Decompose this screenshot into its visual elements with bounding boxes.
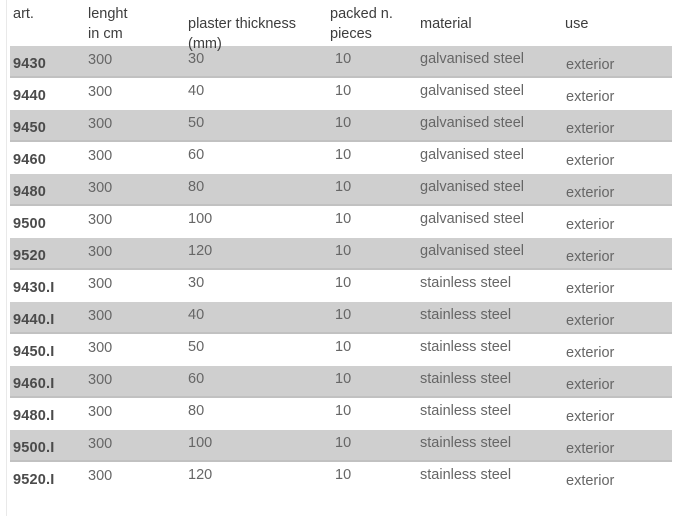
cell-length-cm: 300	[88, 468, 113, 484]
cell-art-number: 9480	[13, 184, 47, 200]
cell-use: exterior	[566, 473, 615, 489]
cell-packed-pieces: 10	[335, 467, 352, 483]
cell-material: galvanised steel	[420, 243, 524, 259]
table-row	[10, 238, 672, 270]
cell-length-cm: 300	[88, 52, 113, 68]
cell-packed-pieces: 10	[335, 243, 352, 259]
cell-art-number: 9450.I	[13, 344, 55, 360]
cell-packed-pieces: 10	[335, 339, 352, 355]
column-header-length-label2: in cm	[88, 26, 123, 42]
cell-use: exterior	[566, 281, 615, 297]
cell-use: exterior	[566, 409, 615, 425]
column-header-material-label: material	[420, 16, 472, 32]
cell-packed-pieces: 10	[335, 435, 352, 451]
column-header-packed-pieces-label2: pieces	[330, 26, 372, 42]
cell-use: exterior	[566, 89, 615, 105]
column-header-art-label: art.	[13, 6, 34, 22]
cell-plaster-thickness: 30	[188, 51, 205, 67]
cell-use: exterior	[566, 345, 615, 361]
cell-material: galvanised steel	[420, 51, 524, 67]
cell-art-number: 9440.I	[13, 312, 55, 328]
cell-plaster-thickness: 80	[188, 179, 205, 195]
cell-length-cm: 300	[88, 436, 113, 452]
cell-length-cm: 300	[88, 116, 113, 132]
cell-plaster-thickness: 30	[188, 275, 205, 291]
cell-plaster-thickness: 50	[188, 115, 205, 131]
cell-packed-pieces: 10	[335, 371, 352, 387]
cell-art-number: 9460.I	[13, 376, 55, 392]
cell-plaster-thickness: 60	[188, 147, 205, 163]
cell-use: exterior	[566, 57, 615, 73]
cell-packed-pieces: 10	[335, 403, 352, 419]
cell-length-cm: 300	[88, 404, 113, 420]
cell-packed-pieces: 10	[335, 275, 352, 291]
cell-material: stainless steel	[420, 371, 512, 387]
table-row	[10, 398, 672, 430]
cell-art-number: 9460	[13, 152, 47, 168]
table-row	[10, 270, 672, 302]
table-row	[10, 430, 672, 462]
cell-plaster-thickness: 100	[188, 211, 213, 227]
cell-use: exterior	[566, 217, 615, 233]
cell-length-cm: 300	[88, 244, 113, 260]
table-row	[10, 110, 672, 142]
cell-use: exterior	[566, 313, 615, 329]
cell-art-number: 9430	[13, 56, 47, 72]
table-row	[10, 334, 672, 366]
cell-length-cm: 300	[88, 372, 113, 388]
table-row	[10, 174, 672, 206]
cell-length-cm: 300	[88, 180, 113, 196]
cell-length-cm: 300	[88, 84, 113, 100]
cell-art-number: 9440	[13, 88, 47, 104]
column-header-packed-pieces-label: packed n.	[330, 6, 393, 22]
table-header-row	[10, 0, 672, 52]
cell-material: stainless steel	[420, 435, 512, 451]
cell-material: galvanised steel	[420, 211, 524, 227]
cell-plaster-thickness: 40	[188, 307, 205, 323]
cell-material: galvanised steel	[420, 115, 524, 131]
cell-length-cm: 300	[88, 148, 113, 164]
table-row	[10, 302, 672, 334]
cell-use: exterior	[566, 121, 615, 137]
cell-use: exterior	[566, 441, 615, 457]
product-spec-table	[10, 0, 672, 494]
column-header-plaster-thickness-label: plaster thickness (mm)	[188, 16, 296, 52]
cell-material: stainless steel	[420, 339, 512, 355]
cell-plaster-thickness: 120	[188, 467, 213, 483]
cell-plaster-thickness: 120	[188, 243, 213, 259]
left-border-rule	[6, 0, 7, 516]
table-row	[10, 78, 672, 110]
column-header-length-label: lenght	[88, 6, 128, 22]
cell-use: exterior	[566, 249, 615, 265]
cell-art-number: 9520.I	[13, 472, 55, 488]
column-header-use-label: use	[565, 16, 589, 32]
table-row	[10, 142, 672, 174]
cell-packed-pieces: 10	[335, 83, 352, 99]
table-row	[10, 462, 672, 494]
cell-material: stainless steel	[420, 403, 512, 419]
cell-material: galvanised steel	[420, 147, 524, 163]
table-body	[10, 46, 672, 494]
cell-packed-pieces: 10	[335, 51, 352, 67]
cell-length-cm: 300	[88, 212, 113, 228]
cell-art-number: 9450	[13, 120, 47, 136]
cell-material: galvanised steel	[420, 83, 524, 99]
cell-art-number: 9500.I	[13, 440, 55, 456]
cell-packed-pieces: 10	[335, 179, 352, 195]
cell-plaster-thickness: 40	[188, 83, 205, 99]
table-row	[10, 206, 672, 238]
cell-use: exterior	[566, 153, 615, 169]
cell-packed-pieces: 10	[335, 211, 352, 227]
cell-material: stainless steel	[420, 307, 512, 323]
cell-material: galvanised steel	[420, 179, 524, 195]
cell-plaster-thickness: 50	[188, 339, 205, 355]
cell-art-number: 9520	[13, 248, 47, 264]
cell-material: stainless steel	[420, 467, 512, 483]
cell-plaster-thickness: 60	[188, 371, 205, 387]
cell-art-number: 9480.I	[13, 408, 55, 424]
cell-packed-pieces: 10	[335, 307, 352, 323]
table-row	[10, 46, 672, 78]
cell-packed-pieces: 10	[335, 115, 352, 131]
cell-use: exterior	[566, 377, 615, 393]
cell-plaster-thickness: 80	[188, 403, 205, 419]
cell-plaster-thickness: 100	[188, 435, 213, 451]
cell-length-cm: 300	[88, 276, 113, 292]
cell-art-number: 9500	[13, 216, 47, 232]
cell-art-number: 9430.I	[13, 280, 55, 296]
cell-material: stainless steel	[420, 275, 512, 291]
cell-length-cm: 300	[88, 308, 113, 324]
cell-length-cm: 300	[88, 340, 113, 356]
table-row	[10, 366, 672, 398]
cell-use: exterior	[566, 185, 615, 201]
cell-packed-pieces: 10	[335, 147, 352, 163]
